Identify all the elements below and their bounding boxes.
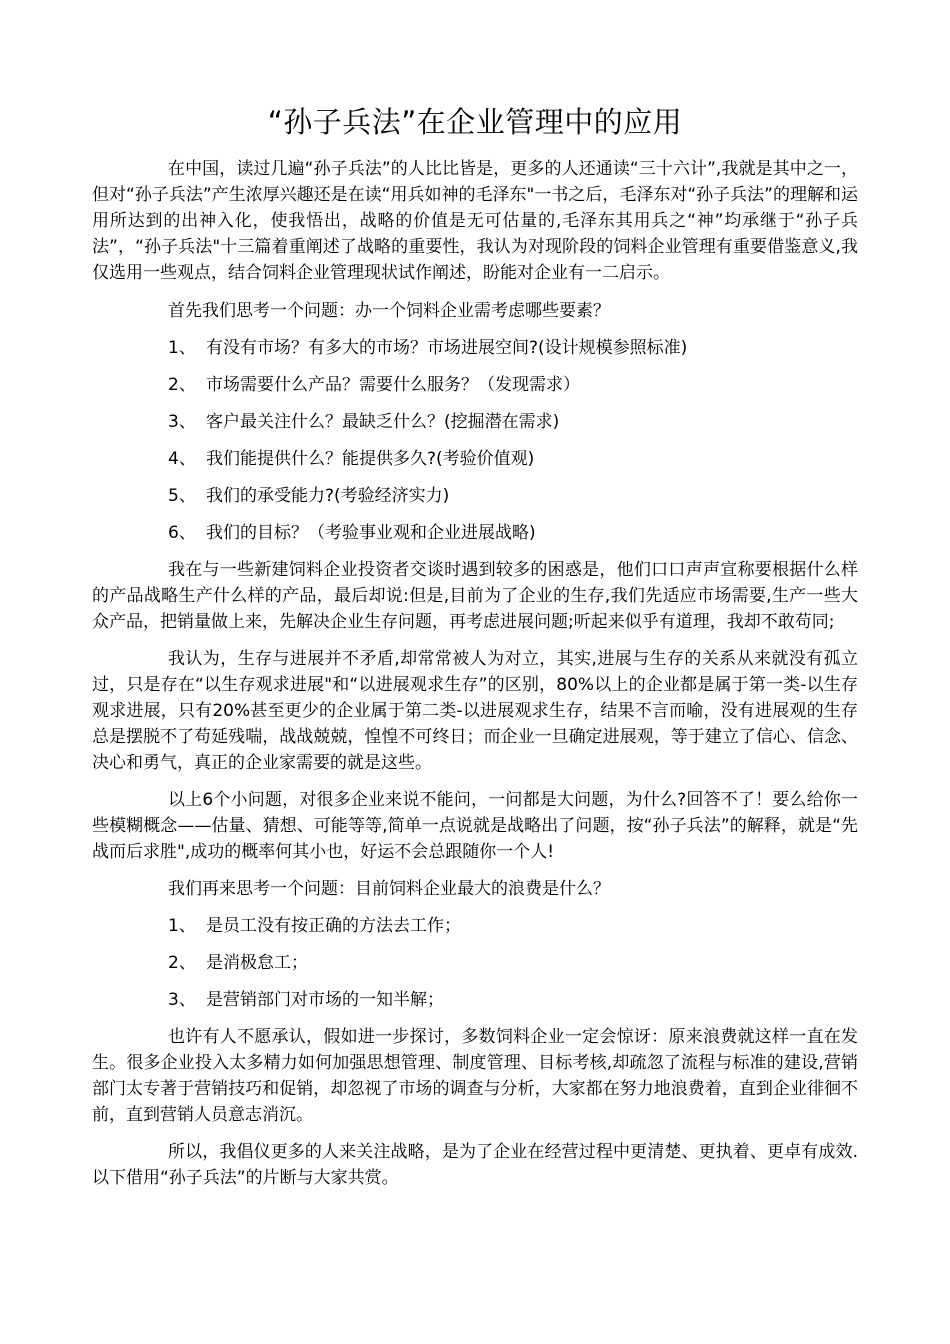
list-text: 客户最关注什么？最缺乏什么？(挖掘潜在需求) bbox=[206, 412, 560, 432]
question-two: 我们再来思考一个问题：目前饲料企业最大的浪费是什么？ bbox=[168, 879, 610, 899]
list-number: 3、 bbox=[168, 412, 196, 432]
list-item bbox=[92, 372, 858, 398]
list-text: 是营销部门对市场的一知半解； bbox=[206, 990, 444, 1010]
document-page bbox=[92, 100, 858, 1191]
list-number: 5、 bbox=[168, 486, 196, 506]
list-item bbox=[92, 950, 858, 976]
list-item bbox=[92, 483, 858, 509]
document-title: “孙子兵法”在企业管理中的应用 bbox=[267, 105, 683, 139]
waste-list bbox=[92, 913, 858, 1013]
list-number: 4、 bbox=[168, 449, 196, 469]
question-one: 首先我们思考一个问题：办一个饲料企业需考虑哪些要素？ bbox=[168, 301, 610, 321]
list-number: 2、 bbox=[168, 953, 196, 973]
list-text: 我们的承受能力?(考验经济实力) bbox=[206, 486, 450, 506]
intro-paragraph: 在中国，读过几遍“孙子兵法”的人比比皆是，更多的人还通读“三十六计”,我就是其中之一，但对“孙子兵法”产生浓厚兴趣还是在读“用兵如神的毛泽东"一书之后，毛泽东对“孙子兵法”的理解和运用所达到的出神入化，使我悟出，战略的价值是无可估量的,毛泽东其用兵之“神”均承继于“孙子兵法”，“孙子兵法"十三篇着重阐述了战略的重要性，我认为对现阶段的饲料企业管理有重要借鉴意义,我仅选用一些观点，结合饲料企业管理现状试作阐述，盼能对企业有一二启示。 bbox=[92, 159, 858, 283]
list-item bbox=[92, 987, 858, 1013]
body-paragraph-5: 也许有人不愿承认，假如进一步探讨，多数饲料企业一定会惊讶：原来浪费就这样一直在发生。很多企业投入太多精力如何加强思想管理、制度管理、目标考核,却疏忽了流程与标准的建设,营销部门太专著于营销技巧和促销，却忽视了市场的调查与分析，大家都在努力地浪费着，直到企业徘徊不前，直到营销人员意志消沉。 bbox=[92, 1027, 858, 1125]
list-text: 市场需要什么产品？需要什么服务？（发现需求） bbox=[206, 375, 580, 395]
factor-list bbox=[92, 335, 858, 546]
list-item bbox=[92, 409, 858, 435]
list-item bbox=[92, 913, 858, 939]
list-item bbox=[92, 446, 858, 472]
list-text: 我们的目标？（考验事业观和企业进展战略) bbox=[206, 523, 536, 543]
list-number: 6、 bbox=[168, 523, 196, 543]
body-paragraph-4: 以上6个小问题，对很多企业来说不能问，一问都是大问题，为什么?回答不了！要么给你一些模糊概念——估量、猜想、可能等等,简单一点说就是战略出了问题，按“孙子兵法”的解释，就是“先战而后求胜",成功的概率何其小也，好运不会总跟随你一个人! bbox=[92, 790, 858, 862]
list-text: 有没有市场？有多大的市场？市场进展空间?(设计规模参照标准) bbox=[206, 338, 688, 358]
body-paragraph-2: 我在与一些新建饲料企业投资者交谈时遇到较多的困惑是，他们口口声声宣称要根据什么样的产品战略生产什么样的产品，最后却说:但是,目前为了企业的生存,我们先适应市场需要,生产一些大众产品，把销量做上来，先解决企业生存问题，再考虑进展问题;听起来似乎有道理，我却不敢苟同; bbox=[92, 560, 858, 632]
list-number: 1、 bbox=[168, 338, 196, 358]
list-number: 1、 bbox=[168, 916, 196, 936]
list-text: 我们能提供什么？能提供多久?(考验价值观) bbox=[206, 449, 535, 469]
list-text: 是员工没有按正确的方法去工作； bbox=[206, 916, 461, 936]
list-item bbox=[92, 335, 858, 361]
body-paragraph-6: 所以，我倡仪更多的人来关注战略，是为了企业在经营过程中更清楚、更执着、更卓有成效.以下借用“孙子兵法”的片断与大家共赏。 bbox=[92, 1142, 858, 1188]
list-item bbox=[92, 520, 858, 546]
list-number: 2、 bbox=[168, 375, 196, 395]
list-text: 是消极怠工； bbox=[206, 953, 308, 973]
list-number: 3、 bbox=[168, 990, 196, 1010]
body-paragraph-3: 我认为，生存与进展并不矛盾,却常常被人为对立，其实,进展与生存的关系从来就没有孤立过，只是存在“以生存观求进展"和“以进展观求生存”的区别，80%以上的企业都是属于第一类-以生存观求进展，只有20%甚至更少的企业属于第二类-以进展观求生存，结果不言而喻，没有进展观的生存总是摆脱不了苟延残喘，战战兢兢，惶惶不可终日；而企业一旦确定进展观，等于建立了信心、信念、决心和勇气，真正的企业家需要的就是这些。 bbox=[92, 649, 858, 773]
